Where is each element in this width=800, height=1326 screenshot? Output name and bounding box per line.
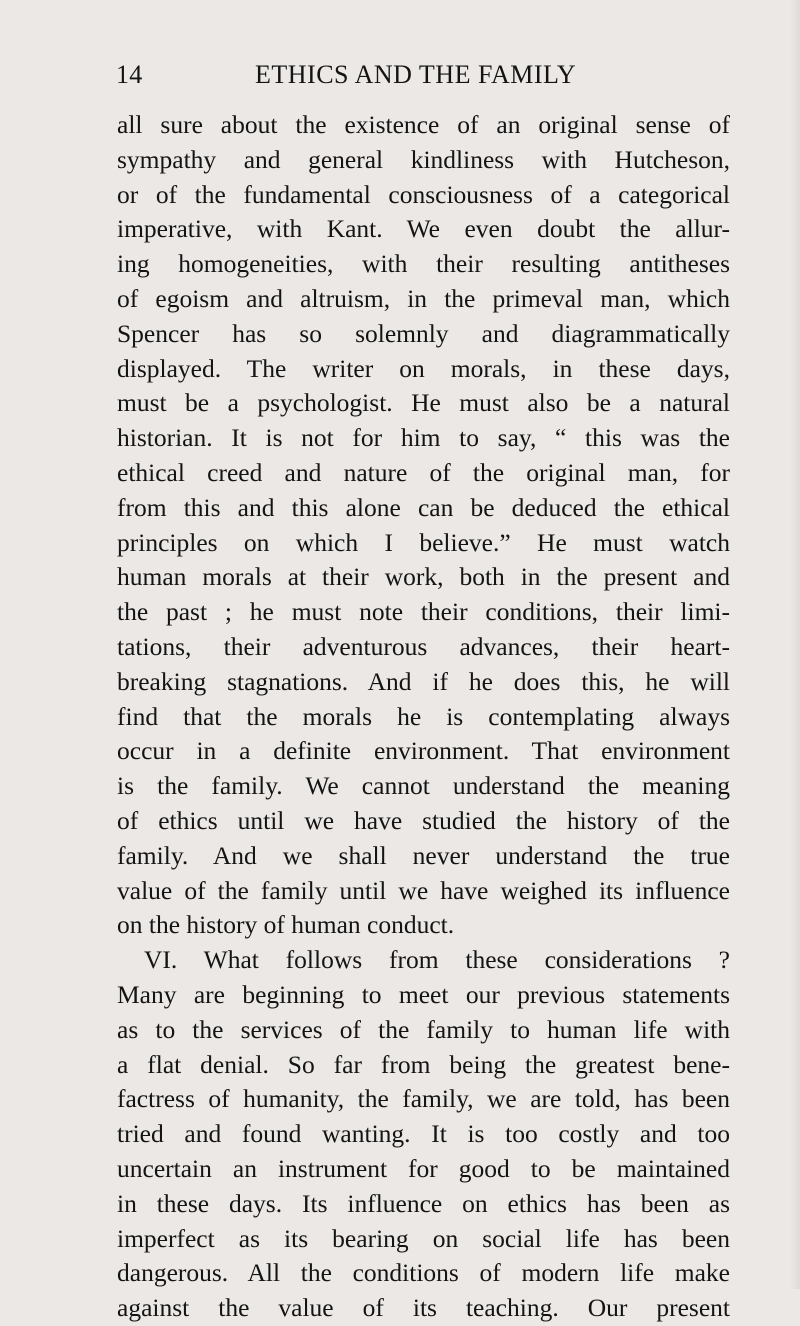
text-line: in these days. Its influence on ethics has been as: [117, 1188, 730, 1218]
text-line: human morals at their work, both in the present and: [117, 562, 730, 592]
text-line: uncertain an instrument for good to be maintained: [117, 1153, 730, 1183]
text-line: Spencer has so solemnly and diagrammatically: [117, 318, 730, 348]
text-line: as to the services of the family to human life with: [117, 1014, 730, 1044]
text-line: dangerous. All the conditions of modern life make: [117, 1258, 730, 1288]
text-line: must be a psychologist. He must also be a natural: [117, 388, 730, 418]
text-line: historian. It is not for him to say, “ this was the: [117, 423, 730, 453]
running-header: [0, 60, 800, 96]
text-line: principles on which I believe.” He must watch: [117, 527, 730, 557]
text-line: the past ; he must note their conditions, their limi-: [117, 597, 730, 627]
text-line: imperative, with Kant. We even doubt the allur-: [117, 214, 730, 244]
text-line: tations, their adventurous advances, their heart-: [117, 631, 730, 661]
text-line: factress of humanity, the family, we are told, has been: [117, 1084, 730, 1114]
body-text: [117, 108, 730, 1326]
text-line: value of the family until we have weighed its influence: [117, 875, 730, 905]
text-line: of ethics until we have studied the history of the: [117, 805, 730, 835]
text-line: breaking stagnations. And if he does this, he will: [117, 666, 730, 696]
paragraph-end-line: on the history of human conduct.: [117, 910, 455, 940]
page-number: 14: [116, 60, 143, 89]
text-line: sympathy and general kindliness with Hutcheson,: [117, 144, 730, 174]
text-line: all sure about the existence of an original sense of: [117, 110, 730, 139]
text-line: find that the morals he is contemplating always: [117, 701, 730, 731]
text-line: against the value of its teaching. Our present: [117, 1293, 730, 1323]
text-line: displayed. The writer on morals, in these days,: [117, 353, 730, 383]
text-line: occur in a definite environment. That environment: [117, 736, 730, 766]
page-edge-shadow: [790, 0, 800, 1289]
text-line: of egoism and altruism, in the primeval man, which: [117, 283, 730, 313]
text-line: is the family. We cannot understand the meaning: [117, 771, 730, 801]
running-title: ETHICS AND THE FAMILY: [255, 60, 577, 89]
text-line: or of the fundamental consciousness of a categorical: [117, 179, 730, 209]
text-line: tried and found wanting. It is too costly and too: [117, 1119, 730, 1149]
text-line: a flat denial. So far from being the greatest bene-: [117, 1049, 730, 1079]
text-line: ing homogeneities, with their resulting antitheses: [117, 249, 730, 279]
text-line: family. And we shall never understand the true: [117, 840, 730, 870]
text-line: ethical creed and nature of the original man, for: [117, 457, 730, 487]
text-line: Many are beginning to meet our previous statements: [117, 979, 730, 1009]
text-line: from this and this alone can be deduced the ethical: [117, 492, 730, 522]
text-line: imperfect as its bearing on social life has been: [117, 1223, 730, 1253]
section-start-line: VI. What follows from these considerations ?: [144, 945, 730, 975]
